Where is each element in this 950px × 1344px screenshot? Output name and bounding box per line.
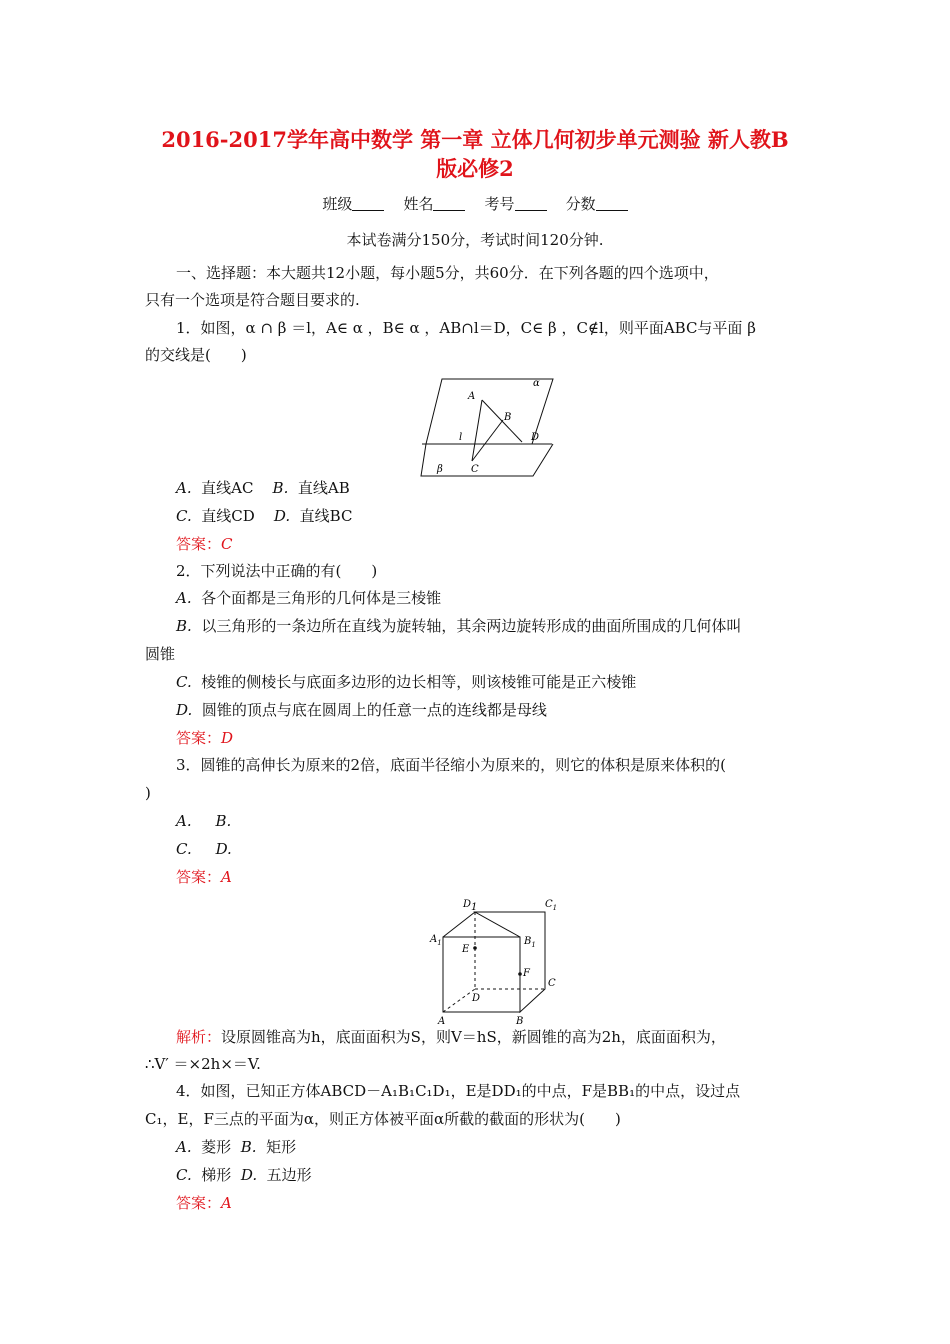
label-a: A [438, 1016, 446, 1026]
q1-stem-line1: 1．如图，α ∩ β ＝l，A∈ α ，B∈ α ，AB∩l＝D，C∈ β ，C∉l，则平面ABC与平面 β [176, 319, 756, 337]
label-alpha: α [533, 378, 540, 389]
q4-option-b-key: B. [240, 1138, 257, 1156]
label-c: C [471, 464, 479, 475]
q4-option-d: 五边形 [266, 1166, 312, 1184]
q2-answer-value: D [221, 729, 234, 747]
section1-line2: 只有一个选项是符合题目要求的. [145, 291, 360, 309]
q4-option-a-key: A. [176, 1138, 192, 1156]
q2-option-a-key: A. [176, 589, 192, 607]
label-f: F [523, 968, 530, 979]
cube-right-top [475, 912, 545, 1012]
score-label: 分数 [565, 195, 596, 213]
hidden-edge-a-d [443, 989, 475, 1012]
q2-option-c: 棱锥的侧棱长与底面多边形的边长相等，则该棱锥可能是正六棱锥 [201, 673, 637, 691]
label-c: C [548, 978, 556, 989]
segment-ac [472, 400, 482, 461]
label-d: D [531, 432, 540, 443]
label-d: D [472, 993, 481, 1004]
q1-option-b-key: B. [272, 479, 289, 497]
q4-option-a: 菱形 [201, 1138, 232, 1156]
q3-option-a-key: A. [176, 812, 192, 830]
q1-option-c: 直线CD [201, 507, 255, 525]
q1-option-c-key: C. [176, 507, 192, 525]
segment-bc [472, 420, 503, 461]
label-beta: β [437, 464, 443, 475]
q3-stem-line2: ) [145, 784, 151, 802]
number-blank [515, 196, 547, 211]
q3-analysis-label: 解析： [176, 1028, 222, 1046]
q2-option-c-row [176, 672, 636, 692]
q2-option-b-key: B. [176, 617, 192, 635]
q3-stem-line1: 3．圆锥的高伸长为原来的2倍，底面半径缩小为原来的，则它的体积是原来体积的( [176, 756, 726, 774]
q3-answer [176, 867, 232, 887]
q1-option-b: 直线AB [297, 479, 350, 497]
q3-options-ab [176, 811, 231, 831]
label-b: B [516, 1016, 524, 1026]
section1-line1: 一、选择题：本大题共12小题，每小题5分，共60分．在下列各题的四个选项中， [176, 264, 719, 282]
doc-title-line1: 2016-2017学年高中数学 第一章 立体几何初步单元测验 新人教B [161, 127, 789, 152]
label-b1: $B_1$ [524, 936, 536, 949]
q2-stem: 2．下列说法中正确的有( ) [176, 562, 378, 580]
q3-analysis-text1: 设原圆锥高为h，底面面积为S，则V＝hS，新圆锥的高为2h，底面面积为， [221, 1028, 726, 1046]
label-e: E [462, 944, 470, 955]
class-blank [352, 196, 384, 211]
q1-option-a-key: A. [176, 479, 192, 497]
label-b: B [504, 412, 512, 423]
q3-answer-label: 答案： [176, 868, 222, 886]
q3-option-c-key: C. [176, 840, 192, 858]
q2-option-b-line2: 圆锥 [145, 645, 176, 663]
q1-option-d-key: D. [273, 507, 291, 525]
cube-front-face [443, 937, 520, 1012]
q1-options-cd [176, 506, 352, 526]
number-label: 考号 [484, 195, 515, 213]
q2-option-a-row [176, 588, 441, 608]
q4-option-c-key: C. [176, 1166, 192, 1184]
q2-option-d-row [176, 700, 547, 720]
class-label: 班级 [322, 195, 353, 213]
q2-option-b-row [176, 616, 741, 636]
q4-answer-value: A [221, 1194, 232, 1212]
q2-option-b-line1: 以三角形的一条边所在直线为旋转轴，其余两边旋转形成的曲面所围成的几何体叫 [201, 617, 742, 635]
q2-option-d: 圆锥的顶点与底在圆周上的任意一点的连线都是母线 [201, 701, 547, 719]
q1-planes-figure [420, 374, 560, 478]
q3-option-d-key: D. [215, 840, 232, 858]
name-label: 姓名 [403, 195, 434, 213]
q2-answer-label: 答案： [176, 729, 222, 747]
q1-stem-line2: 的交线是( ) [145, 346, 247, 364]
q4-option-c: 梯形 [201, 1166, 232, 1184]
q4-cube-figure [428, 896, 562, 1026]
q1-answer-value: C [221, 535, 233, 553]
q4-answer-label: 答案： [176, 1194, 222, 1212]
label-l: l [459, 432, 463, 443]
name-blank [433, 196, 465, 211]
q4-stem-line1: 4．如图，已知正方体ABCD－A₁B₁C₁D₁，E是DD₁的中点，F是BB₁的中点，设过点 [176, 1082, 741, 1100]
q1-answer-label: 答案： [176, 535, 222, 553]
q1-option-a: 直线AC [201, 479, 254, 497]
exam-note: 本试卷满分150分，考试时间120分钟. [346, 231, 604, 249]
q3-answer-value: A [221, 868, 232, 886]
q4-answer [176, 1193, 232, 1213]
q4-option-d-key: D. [240, 1166, 258, 1184]
q2-option-c-key: C. [176, 673, 192, 691]
edge-a1-d1 [443, 912, 475, 937]
doc-title-line2: 版必修2 [436, 156, 514, 181]
label-a1: $A_1$ [430, 934, 442, 947]
q4-options-cd [176, 1165, 312, 1185]
student-info-row [0, 194, 950, 214]
score-blank [596, 196, 628, 211]
q4-option-b: 矩形 [266, 1138, 297, 1156]
q3-analysis-line2: ∴V′ ＝×2h×＝V. [145, 1055, 261, 1073]
label-c1: $C_1$ [545, 899, 558, 912]
q3-options-cd [176, 839, 232, 859]
q1-options-ab [176, 478, 350, 498]
q3-analysis-line1 [176, 1027, 726, 1047]
q2-answer [176, 728, 233, 748]
point-e [473, 946, 477, 950]
q3-option-b-key: B. [215, 812, 232, 830]
label-a: A [468, 391, 476, 402]
q2-option-a: 各个面都是三角形的几何体是三棱锥 [201, 589, 442, 607]
q1-option-d: 直线BC [299, 507, 353, 525]
q4-options-ab [176, 1137, 296, 1157]
q4-stem-line2: C₁，E，F三点的平面为α，则正方体被平面α所截的截面的形状为( ) [145, 1110, 621, 1128]
q2-option-d-key: D. [176, 701, 193, 719]
q1-answer [176, 534, 233, 554]
label-d1: D1 [463, 899, 478, 913]
point-f [518, 972, 522, 976]
